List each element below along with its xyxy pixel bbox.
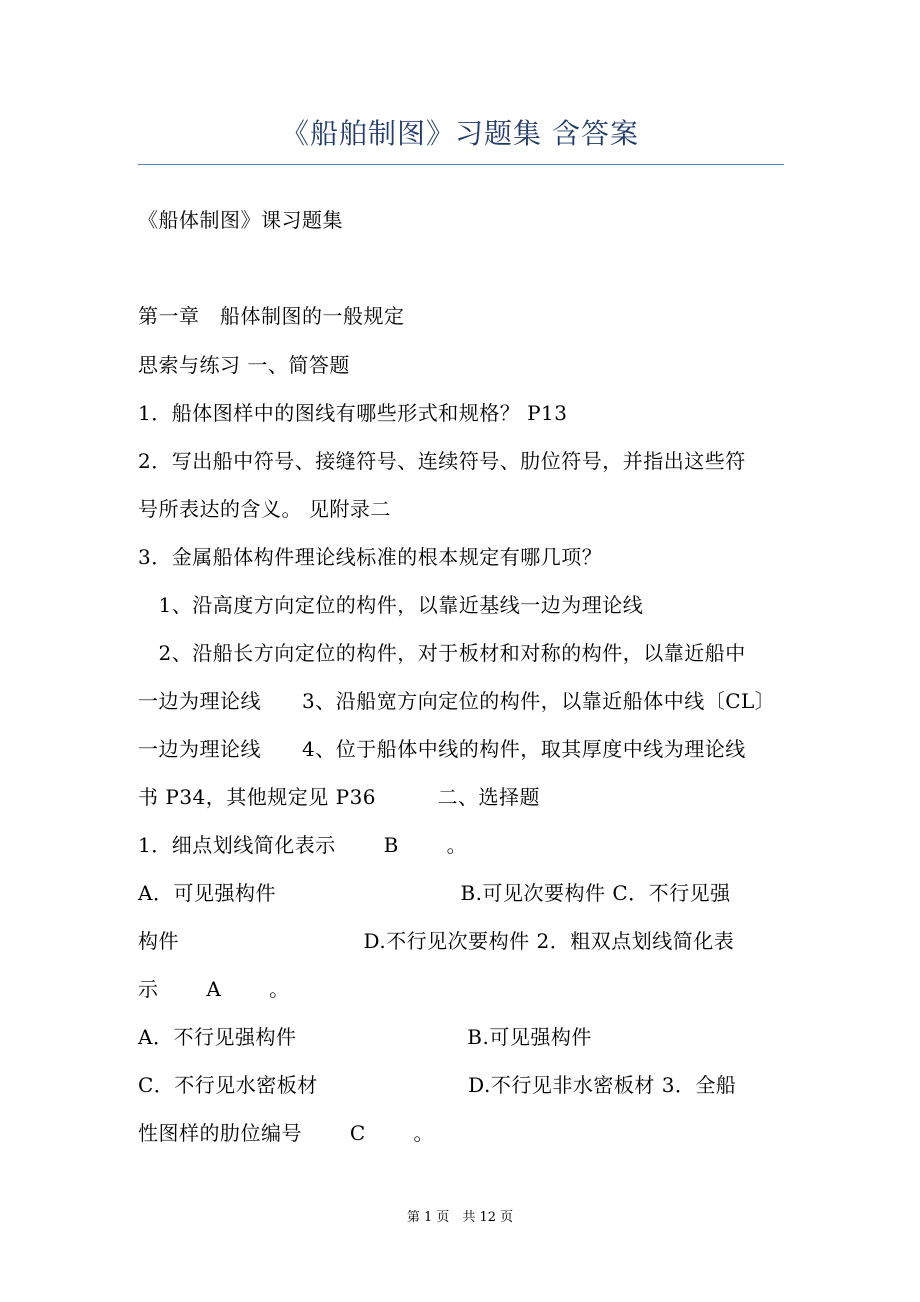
- text-line: 性图样的肋位编号 C 。: [138, 1121, 435, 1145]
- text-line: 3．金属船体构件理论线标准的根本规定有哪几项？: [138, 545, 603, 569]
- text-line: 一边为理论线 3、沿船宽方向定位的构件，以靠近船体中线〔CL〕: [138, 689, 776, 713]
- text-line: 书 P34，其他规定见 P36 二、选择题: [138, 785, 541, 809]
- text-line: A．可见强构件 B.可见次要构件 C．不行见强: [138, 881, 731, 905]
- text-line: A．不行见强构件 B.可见强构件: [138, 1025, 592, 1049]
- text-line: 2、沿船长方向定位的构件，对于板材和对称的构件，以靠近船中: [138, 641, 746, 665]
- text-line: 1、沿高度方向定位的构件，以靠近基线一边为理论线: [138, 593, 644, 617]
- document-subtitle: 《船体制图》课习题集: [138, 208, 343, 232]
- text-line: 示 A 。: [138, 977, 290, 1001]
- chapter-heading: 第一章 船体制图的一般规定: [138, 304, 405, 328]
- text-line: 1．船体图样中的图线有哪些形式和规格？ P13: [138, 401, 568, 425]
- title-rule: [138, 164, 784, 165]
- text-line: 1．细点划线简化表示 B 。: [138, 833, 468, 857]
- text-line: 2．写出船中符号、接缝符号、连续符号、肋位符号，并指出这些符: [138, 449, 746, 473]
- page-footer: 第 1 页 共 12 页: [406, 1210, 514, 1225]
- text-line: 构件 D.不行见次要构件 2．粗双点划线简化表: [138, 929, 735, 953]
- text-line: 一边为理论线 4、位于船体中线的构件，取其厚度中线为理论线: [138, 737, 746, 761]
- text-line: C．不行见水密板材 D.不行见非水密板材 3．全船: [138, 1073, 737, 1097]
- document-title: 《船舶制图》习题集 含答案: [281, 117, 639, 150]
- text-line: 号所表达的含义。 见附录二: [138, 497, 391, 521]
- section-heading: 思索与练习 一、简答题: [138, 353, 350, 377]
